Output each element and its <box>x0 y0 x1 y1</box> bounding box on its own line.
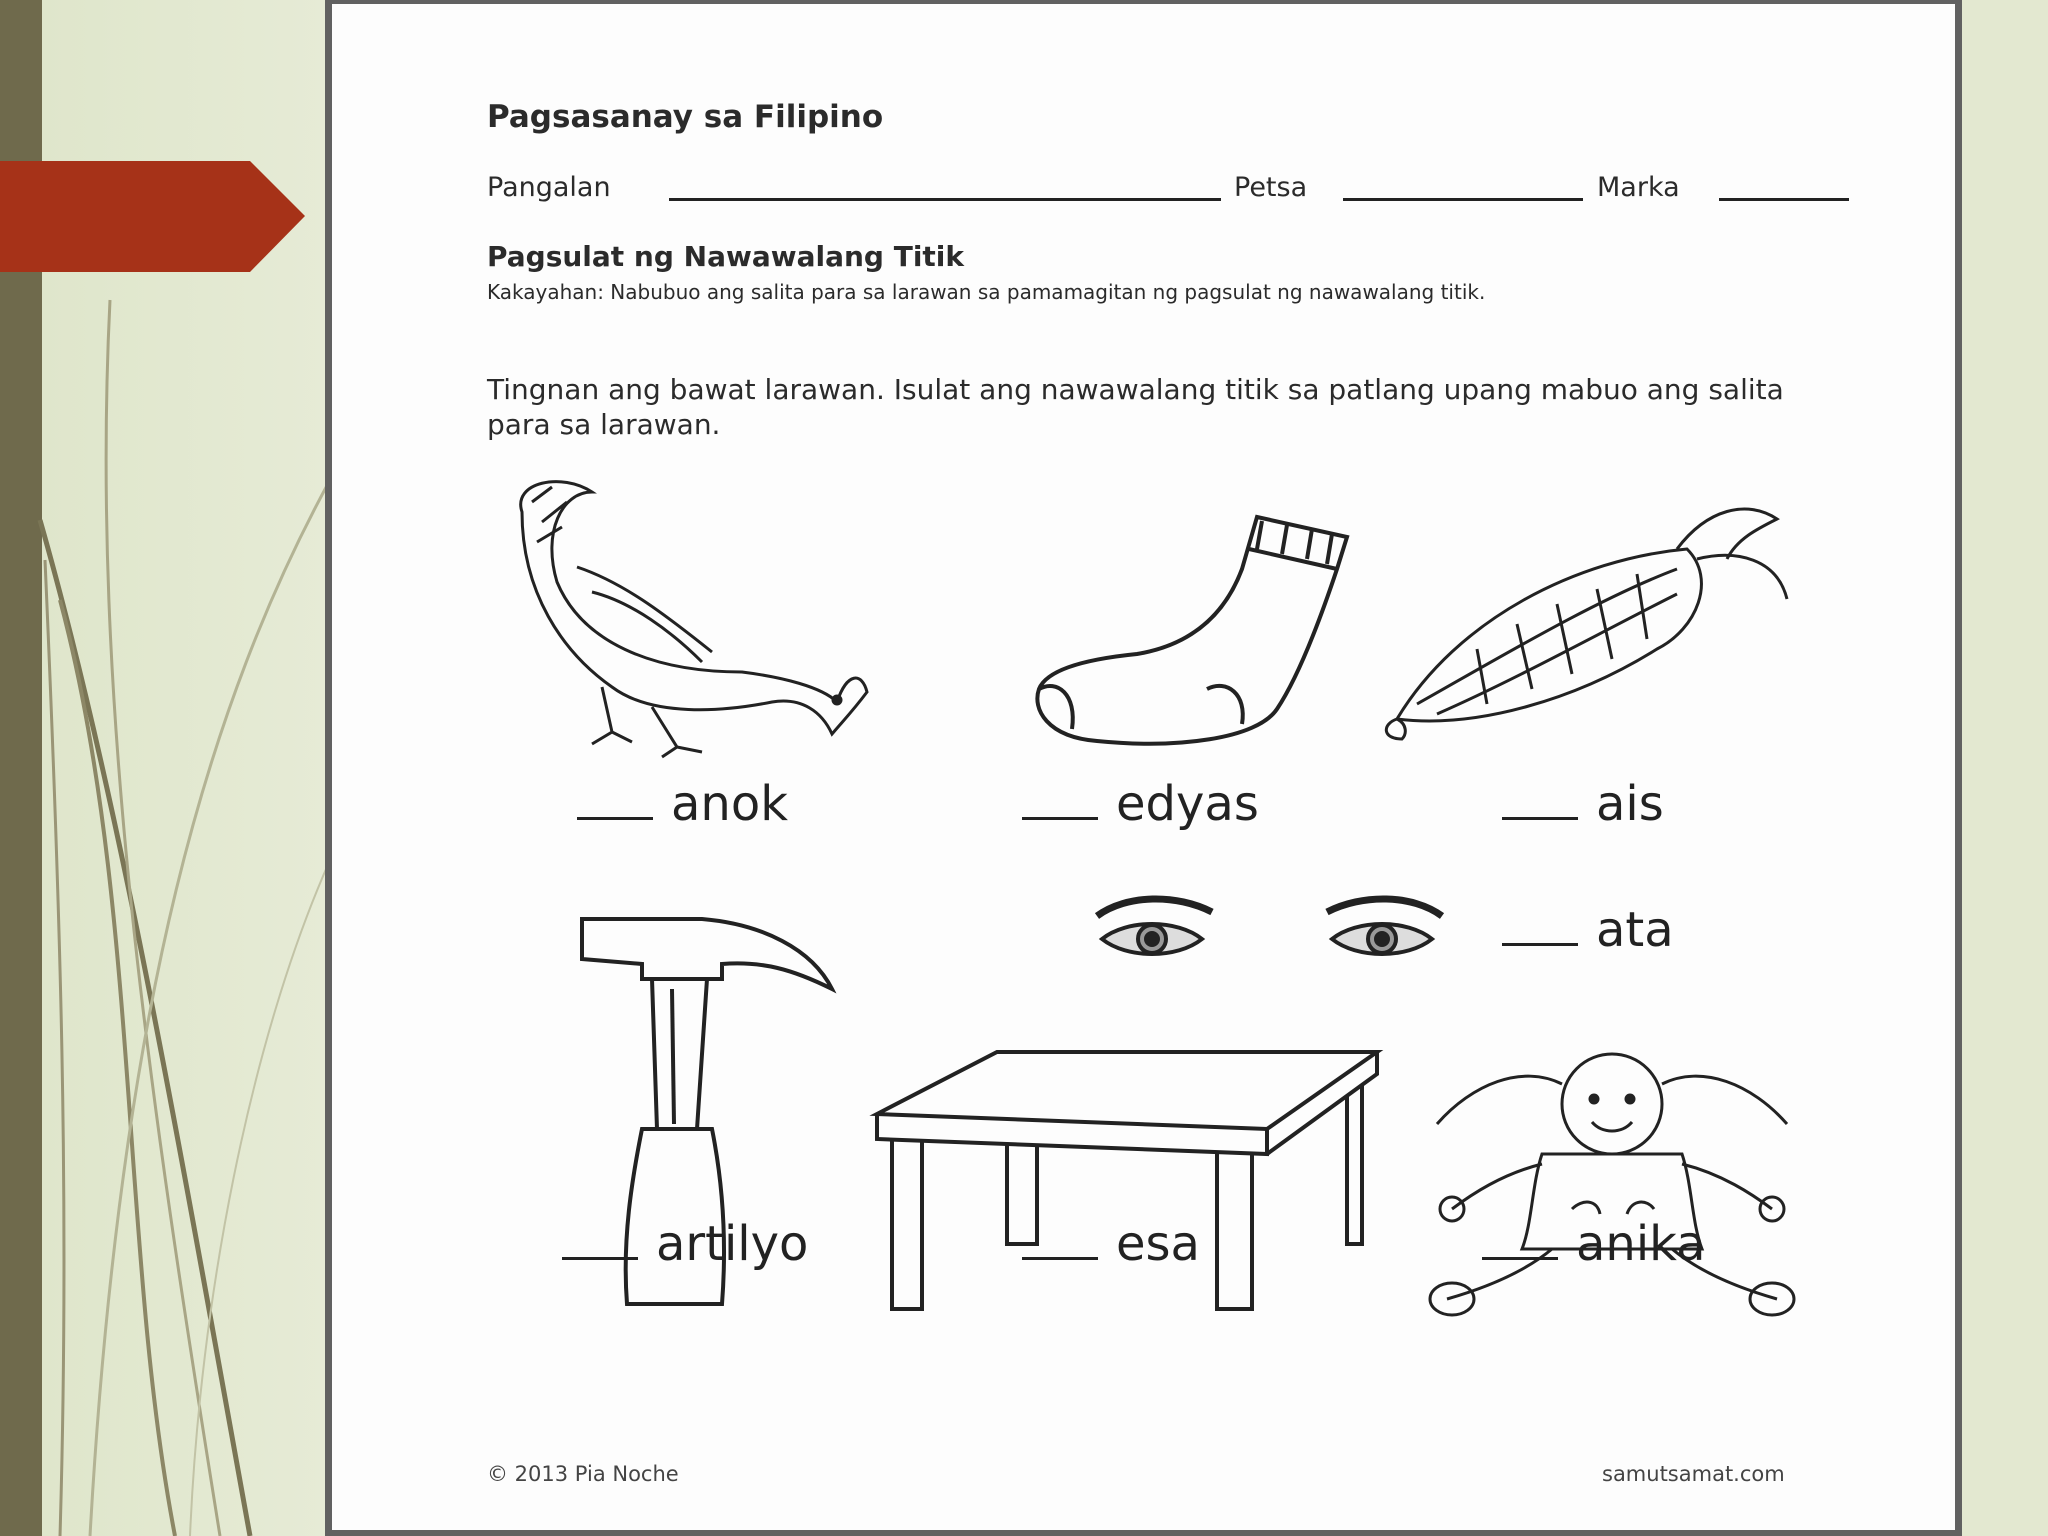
word-item-3 <box>1502 776 1664 832</box>
answer-blank[interactable] <box>1022 1257 1098 1260</box>
worksheet-page <box>325 0 1962 1536</box>
answer-blank[interactable] <box>1022 817 1098 820</box>
eyes-icon <box>1087 894 1507 974</box>
score-blank <box>1719 198 1849 201</box>
slide-right-margin <box>1962 0 2048 1536</box>
answer-blank[interactable] <box>1502 817 1578 820</box>
doll-icon <box>1422 1044 1802 1329</box>
word-item-4 <box>1502 902 1674 958</box>
word-text: edyas <box>1116 776 1259 832</box>
word-item-7 <box>1482 1216 1706 1272</box>
word-text: artilyo <box>656 1216 809 1272</box>
date-label: Petsa <box>1234 172 1308 203</box>
word-text: anok <box>671 776 788 832</box>
answer-blank[interactable] <box>1482 1257 1558 1260</box>
word-text: ais <box>1596 776 1664 832</box>
skill-text: Kakayahan: Nabubuo ang salita para sa larawan sa pamamagitan ng pagsulat ng nawawalang titik. <box>487 280 1486 304</box>
date-blank <box>1343 198 1583 201</box>
name-label: Pangalan <box>487 172 611 203</box>
name-blank <box>669 198 1221 201</box>
word-text: esa <box>1116 1216 1200 1272</box>
red-arrow-bullet <box>0 161 305 272</box>
word-item-5 <box>562 1216 808 1272</box>
hen-icon <box>502 472 882 762</box>
answer-blank[interactable] <box>1502 943 1578 946</box>
answer-blank[interactable] <box>562 1257 638 1260</box>
word-text: ata <box>1596 902 1674 958</box>
footer-site: samutsamat.com <box>1602 1462 1785 1486</box>
table-icon <box>867 1044 1387 1314</box>
word-text: anika <box>1576 1216 1706 1272</box>
answer-blank[interactable] <box>577 817 653 820</box>
instructions-text: Tingnan ang bawat larawan. Isulat ang nawawalang titik sa patlang upang mabuo ang salita para sa larawan. <box>487 373 1784 441</box>
score-label: Marka <box>1597 172 1680 203</box>
word-item-2 <box>1022 776 1259 832</box>
section-title: Pagsulat ng Nawawalang Titik <box>487 240 965 273</box>
word-item-1 <box>577 776 788 832</box>
corn-icon <box>1377 499 1797 749</box>
word-item-6 <box>1022 1216 1200 1272</box>
sock-icon <box>1027 509 1367 749</box>
worksheet-title: Pagsasanay sa Filipino <box>487 99 884 135</box>
footer-copyright: © 2013 Pia Noche <box>487 1462 679 1486</box>
